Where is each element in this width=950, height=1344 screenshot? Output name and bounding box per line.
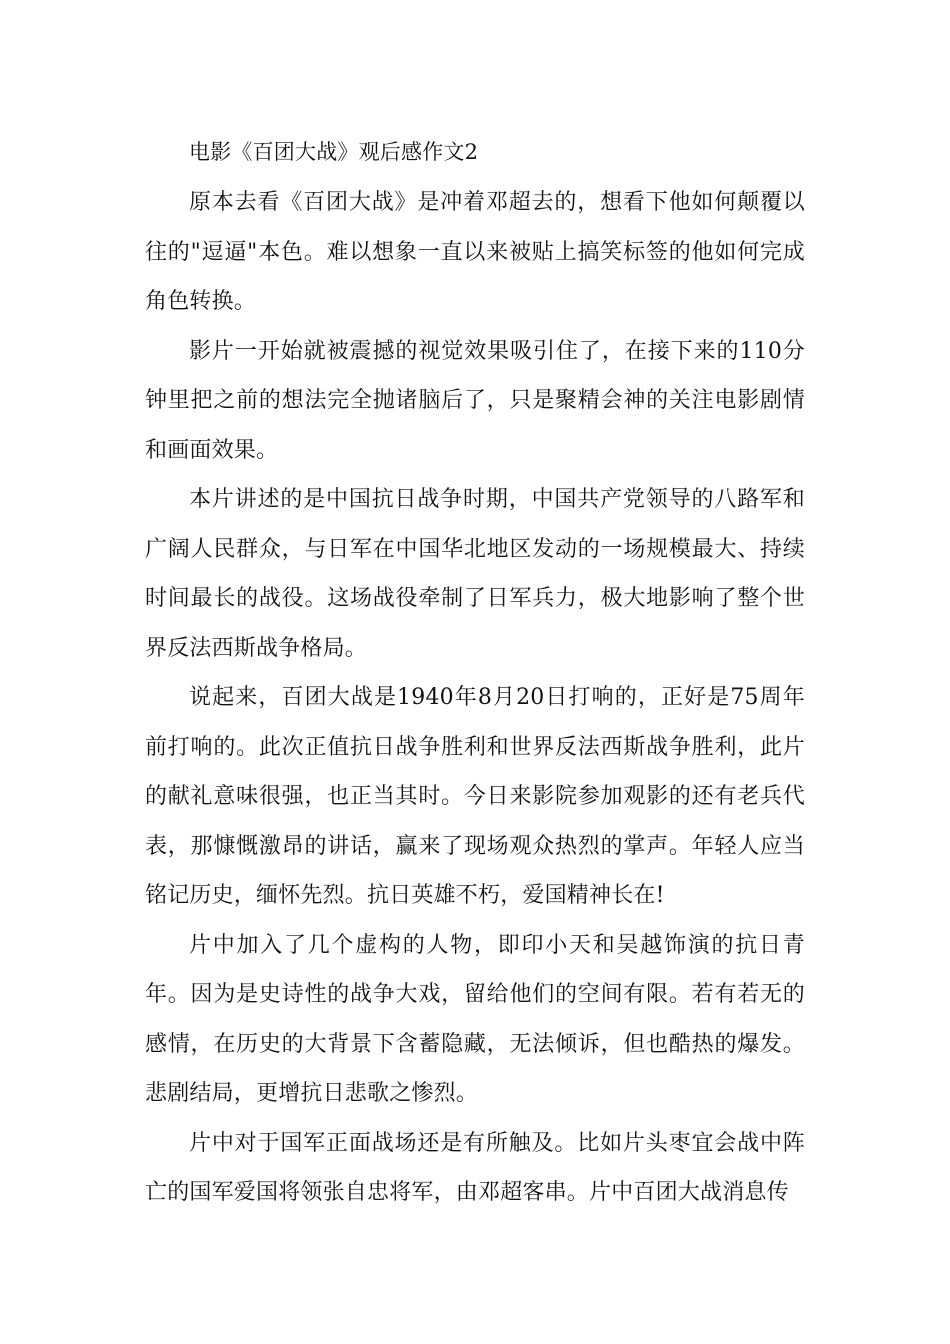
document-body (145, 132, 805, 1218)
paragraph-6: 片中对于国军正面战场还是有所触及。比如片头枣宜会战中阵亡的国军爱国将领张自忠将军，由邓超客串。片中百团大战消息传 (145, 1130, 805, 1205)
paragraph-2: 影片一开始就被震撼的视觉效果吸引住了，在接下来的110分钟里把之前的想法完全抛诸脑后了，只是聚精会神的关注电影剧情和画面效果。 (145, 338, 805, 463)
paragraph-3: 本片讲述的是中国抗日战争时期，中国共产党领导的八路军和广阔人民群众，与日军在中国华北地区发动的一场规模最大、持续时间最长的战役。这场战役牵制了日军兵力，极大地影响了整个世界反法西斯战争格局。 (145, 487, 805, 661)
paragraph-4: 说起来，百团大战是1940年8月20日打响的，正好是75周年前打响的。此次正值抗日战争胜利和世界反法西斯战争胜利，此片的献礼意味很强，也正当其时。今日来影院参加观影的还有老兵代表，那慷慨激昂的讲话，赢来了现场观众热烈的掌声。年轻人应当铭记历史，缅怀先烈。抗日英雄不朽，爱国精神长在! (145, 685, 805, 908)
paragraph-5: 片中加入了几个虚构的人物，即印小天和吴越饰演的抗日青年。因为是史诗性的战争大戏，留给他们的空间有限。若有若无的感情，在历史的大背景下含蓄隐藏，无法倾诉，但也酷热的爆发。悲剧结局，更增抗日悲歌之惨烈。 (145, 932, 805, 1106)
document-title: 电影《百团大战》观后感作文2 (189, 140, 479, 164)
paragraph-1: 原本去看《百团大战》是冲着邓超去的，想看下他如何颠覆以往的"逗逼"本色。难以想象一直以来被贴上搞笑标签的他如何完成角色转换。 (145, 190, 805, 314)
